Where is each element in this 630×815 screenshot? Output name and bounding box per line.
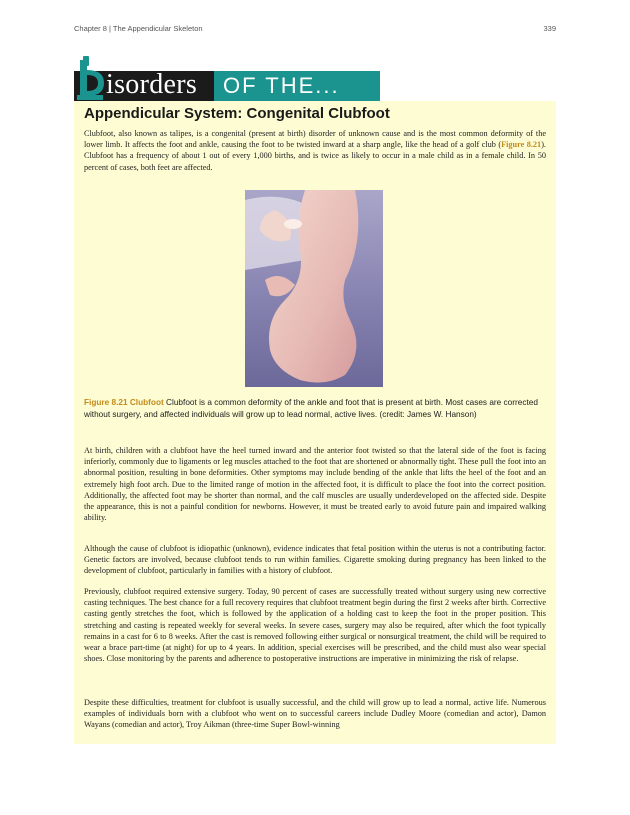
- section-title: Appendicular System: Congenital Clubfoot: [84, 105, 390, 122]
- body-paragraph: At birth, children with a clubfoot have the heel turned inward and the anterior foot twisted so that the lateral side of the foot is facing inferiorly, commonly due to ligaments or leg muscles attached to the foot that are shortened or abnormally tight. These pull the foot into an abnormal position, resulting in bone deformities. Other symptoms may include bending of the ankle that lifts the heel of the foot and an extremely high foot arch. Due to the limited range of motion in the affected foot, it is difficult to place the foot into the correct position. Additionally, the affected foot may be shorter than normal, and the calf muscles are usually underdeveloped on the affected side. Despite the appearance, this is not a painful condition for newborns. However, it must be treated early to avoid future pain and impaired walking ability.: [84, 446, 546, 523]
- body-paragraph: Although the cause of clubfoot is idiopathic (unknown), evidence indicates that fetal position within the uterus is not a contributing factor. Genetic factors are involved, because clubfoot tends to run within families. Cigarette smoking during pregnancy has been linked to the development of clubfoot, particularly in families with a history of clubfoot.: [84, 544, 546, 576]
- banner-of-the-text: OF THE...: [223, 73, 340, 98]
- disorders-banner: [74, 56, 380, 101]
- banner-disorders-text: isorders: [106, 69, 198, 100]
- intro-text-end: ). Clubfoot has a frequency of about 1 out of every 1,000 births, and is twice as likely to occur in a male child as in a female child. In 50 percent of cases, both feet are affected.: [84, 140, 546, 172]
- microscope-d-icon: [77, 56, 107, 101]
- body-paragraph: Despite these difficulties, treatment for clubfoot is usually successful, and the child will grow up to lead a normal, active life. Numerous examples of individuals born with a clubfoot who went on to successful careers include Dudley Moore (comedian and actor), Damon Wayans (comedian and actor), Troy Aikman (three-time Super Bowl-winning: [84, 698, 546, 730]
- intro-text-start: Clubfoot, also known as talipes, is a congenital (present at birth) disorder of unknown cause and is the most common deformity of the lower limb. It affects the foot and ankle, causing the foot to be twisted inward at a sharp angle, like the head of a golf club (: [84, 129, 546, 150]
- caption-text: Clubfoot is a common deformity of the ankle and foot that is present at birth. Most cases are corrected without surgery, and affected individuals will grow up to lead normal, active lives. (credit: James W. Hanson): [84, 398, 538, 419]
- figure-caption: [84, 397, 546, 420]
- figure-8-21-link[interactable]: Figure 8.21: [501, 140, 542, 150]
- clubfoot-photo-image: [245, 190, 383, 387]
- page-number: 339: [543, 24, 556, 33]
- intro-paragraph: [84, 128, 546, 173]
- body-paragraph: Previously, clubfoot required extensive surgery. Today, 90 percent of cases are successfully treated without surgery using new corrective casting techniques. The best chance for a full recovery requires that clubfoot treatment begin during the first 2 weeks after birth. Corrective casting gently stretches the foot, which is followed by the application of a holding cast to keep the foot in the proper position. This stretching and casting is repeated weekly for several weeks. In severe cases, surgery may also be required, after which the foot typically remains in a cast for 6 to 8 weeks. After the cast is removed following either surgical or nonsurgical treatment, the child will be required to wear a brace part-time (at night) for up to 4 years. In addition, special exercises will be prescribed, and the child must also wear special shoes. Close monitoring by the parents and adherence to postoperative instructions are imperative in minimizing the risk of relapse.: [84, 587, 546, 664]
- caption-label: Figure 8.21 Clubfoot: [84, 398, 164, 407]
- clubfoot-photo: [245, 190, 383, 387]
- chapter-title: Chapter 8 | The Appendicular Skeleton: [74, 24, 203, 33]
- feature-box: [74, 101, 556, 744]
